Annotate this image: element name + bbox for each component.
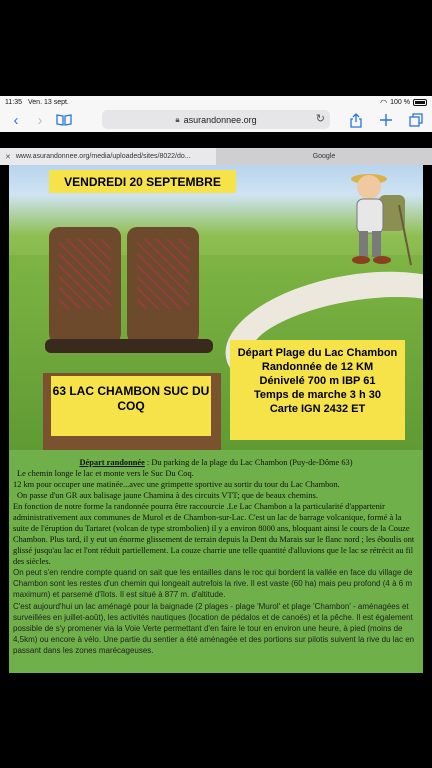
lead-text: : Du parking de la plage du Lac Chambon (Puy-de-Dôme 63)	[144, 458, 353, 467]
new-tab-button[interactable]	[374, 108, 398, 132]
status-bar	[0, 96, 432, 108]
forward-button[interactable]: ›	[37, 111, 43, 129]
address-text: asurandonnee.org	[183, 114, 257, 125]
top-letterbox	[0, 0, 432, 96]
plus-icon	[380, 114, 392, 126]
info-line-start: Départ Plage du Lac Chambon	[237, 347, 398, 359]
article-p4: En fonction de notre forme la randonnée pourra être raccourcie .Le Lac Chambon a la particularité d'appartenir administrativement aux communes de Murol et de Chambon-sur-Lac. C'est un lac de barrage volcanique, formé à la suite de l'éruption du Tartaret (volcan de type strombolien) il y a environ 8000 ans, bloquant ainsi le cours de la Couze Chambon. Plus tard, il y eut un énorme glissement de terrain depuis la Dent du Marais sur le flanc nord ; les éboulis ont glissé jusqu'au lac et l'ont réduit partiellement. La couze charrie une telle quantité d'alluvions que le lac se rétrécit au fil des siècles.	[13, 502, 415, 566]
share-icon	[350, 113, 362, 128]
tabs-button[interactable]	[404, 108, 428, 132]
tab-document[interactable]	[0, 148, 216, 165]
boot-left	[49, 227, 121, 347]
article-text	[9, 457, 423, 657]
article-p6: C'est aujourd'hui un lac aménagé pour la baignade (2 plages - plage 'Murol' et plage 'Chambon' - aménagées et surveillées en juillet-août), les activités nautiques (location de pédalos et de canoës) et la pêche. Il est également possible de s'y promener via la Voie Verte permettant d'en faire le tour en environ une heure, à pied (moins de 4,5km) ou encore à vélo. Une partie du sentier a été aménagée et des portions sur pilotis suivent la rive du lac en passant dans les zones marécageuses.	[13, 601, 415, 656]
status-time: 11:35	[5, 98, 22, 106]
share-button[interactable]	[344, 108, 368, 132]
hike-info-box	[230, 340, 405, 440]
tab-google[interactable]	[216, 148, 432, 165]
tabs-icon	[409, 113, 423, 127]
article-lead	[13, 457, 419, 468]
book-icon	[56, 114, 72, 126]
tab-document-label: www.asurandonnee.org/media/uploaded/sites/8022/do...	[15, 153, 191, 160]
info-line-map: Carte IGN 2432 ET	[269, 403, 366, 415]
hiker-cartoon-icon	[339, 165, 419, 275]
address-bar[interactable]	[102, 110, 330, 129]
lock-icon: 🔒︎	[175, 114, 180, 124]
bookmarks-button[interactable]	[52, 108, 76, 132]
article-p3: On passe d'un GR aux balisage jaune Chamina à des circuits VTT; que de beaux chemins.	[17, 491, 318, 500]
tab-strip	[0, 148, 432, 165]
article-p1: Le chemin longe le lac et monte vers le Suc Du Coq.	[17, 469, 194, 478]
status-date: Ven. 13 sept.	[28, 98, 69, 106]
back-button[interactable]: ‹	[13, 111, 19, 129]
info-line-duration: Temps de marche 3 h 30	[254, 389, 381, 401]
close-tab-icon[interactable]: ✕	[5, 153, 11, 161]
article-p2: 12 km pour occuper une matinée...avec une grimpette sportive au sortir du tour du Lac Chambon.	[13, 480, 340, 489]
hike-title: 63 LAC CHAMBON SUC DU COQ	[51, 376, 211, 436]
boot-right	[127, 227, 199, 347]
wifi-icon: ◠	[380, 97, 388, 107]
info-line-elevation: Dénivelé 700 m IBP 61	[259, 375, 376, 387]
tab-google-label: Google	[312, 153, 336, 160]
article-p5: On peut s'en rendre compte quand on sait que les entailles dans le roc qui bordent la vallée en face du village de Chambon sont les restes d'un chemin qui longeait autrefois la rive. Il est vaste (60 ha) mais peu profond (4 à 6 m maximum) et parsemé d'îlots. Il est situé à 877 m. d'altitude.	[13, 568, 413, 600]
document-page	[9, 165, 423, 673]
battery-icon	[413, 99, 427, 106]
battery-percent: 100 %	[390, 98, 410, 106]
info-line-distance: Randonnée de 12 KM	[261, 361, 374, 373]
date-banner: VENDREDI 20 SEPTEMBRE	[49, 170, 236, 193]
reload-icon[interactable]: ↻	[315, 113, 325, 125]
lead-label: Départ randonnée	[79, 458, 145, 467]
